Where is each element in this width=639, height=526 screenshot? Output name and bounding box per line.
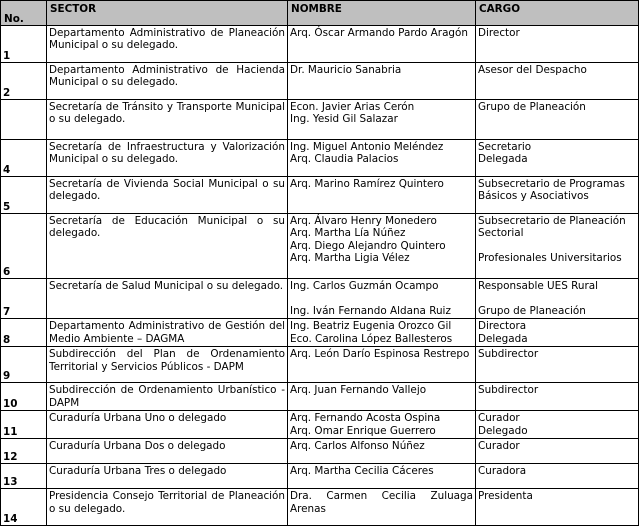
cell-line: Delegada: [478, 153, 528, 166]
cell-line: Director: [478, 27, 520, 39]
cell-line: Subdirector: [478, 384, 539, 397]
table-row: [1, 347, 639, 383]
cargo-cell: [476, 140, 639, 177]
cell-line: Curadora: [478, 465, 527, 478]
cargo-cell: [476, 411, 639, 439]
sector-cell: Secretaría de Educación Municipal o su delegado.: [47, 214, 288, 279]
table-row: [1, 464, 639, 489]
sector-cell: Curaduría Urbana Uno o delegado: [47, 411, 288, 439]
cell-line: Ing. Miguel Antonio Meléndez: [290, 141, 444, 153]
nombre-cell: [288, 279, 476, 319]
row-number: 11: [1, 411, 47, 439]
row-number: 13: [1, 464, 47, 489]
cell-line: Econ. Javier Arias Cerón: [290, 101, 415, 113]
cargo-cell: [476, 347, 639, 383]
row-number: 4: [1, 140, 47, 177]
cargo-cell: [476, 489, 639, 526]
cell-line: Subsecretario de Programas Básicos y Asociativos: [478, 178, 625, 203]
table-row: [1, 100, 639, 140]
cell-line: Curador: [478, 412, 520, 425]
cell-line: Arq. Juan Fernando Vallejo: [290, 384, 427, 397]
sector-cell: Departamento Administrativo de Planeación Municipal o su delegado.: [47, 26, 288, 63]
sector-cell: Secretaría de Tránsito y Transporte Municipal o su delegado.: [47, 100, 288, 140]
table-row: [1, 140, 639, 177]
cell-line: Dra. Carmen Cecilia Zuluaga Arenas: [290, 490, 473, 515]
row-number: 14: [1, 489, 47, 526]
row-number: 1: [1, 26, 47, 63]
cell-line: [478, 292, 636, 304]
sector-cell: Presidencia Consejo Territorial de Planeación o su delegado.: [47, 489, 288, 526]
cell-line: Grupo de Planeación: [478, 101, 586, 113]
cell-line: Arq. Martha Ligia Vélez: [290, 252, 410, 265]
sector-cell: Departamento Administrativo de Gestión del Medio Ambiente – DAGMA: [47, 319, 288, 347]
cargo-cell: [476, 319, 639, 347]
table-row: [1, 411, 639, 439]
header-nombre: NOMBRE: [288, 1, 476, 26]
table-row: [1, 26, 639, 63]
cell-line: Directora: [478, 320, 527, 333]
nombre-cell: [288, 26, 476, 63]
cargo-cell: [476, 100, 639, 140]
cell-line: Subdirector: [478, 348, 539, 361]
sector-cell: Secretaría de Vivienda Social Municipal o su delegado.: [47, 177, 288, 214]
sector-cell: Departamento Administrativo de Hacienda Municipal o su delegado.: [47, 63, 288, 100]
cell-line: Arq. Carlos Alfonso Núñez: [290, 440, 425, 453]
table-row: [1, 279, 639, 319]
cell-line: Dr. Mauricio Sanabria: [290, 64, 402, 76]
nombre-cell: [288, 489, 476, 526]
nombre-cell: [288, 177, 476, 214]
header-no: No.: [1, 1, 47, 26]
nombre-cell: [288, 100, 476, 140]
cell-line: Eco. Carolina López Ballesteros: [290, 332, 453, 345]
cell-line: Secretario: [478, 141, 532, 153]
cell-line: Subsecretario de Planeación Sectorial: [478, 215, 626, 240]
header-sector: SECTOR: [47, 1, 288, 26]
cell-line: Profesionales Universitarios: [478, 252, 622, 265]
row-number: 2: [1, 63, 47, 100]
row-number: 12: [1, 439, 47, 464]
cell-line: Ing. Beatriz Eugenia Orozco Gil: [290, 320, 452, 333]
cell-line: [478, 240, 636, 252]
sector-cell: Subdirección del Plan de Ordenamiento Territorial y Servicios Públicos - DAPM: [47, 347, 288, 383]
cell-line: Presidenta: [478, 490, 533, 503]
cell-line: Arq. Marino Ramírez Quintero: [290, 178, 444, 190]
cell-line: Arq. Álvaro Henry Monedero: [290, 215, 437, 227]
cargo-cell: [476, 464, 639, 489]
cell-line: Arq. Claudia Palacios: [290, 153, 399, 166]
nombre-cell: [288, 214, 476, 279]
cell-line: Asesor del Despacho: [478, 64, 587, 76]
row-number: 8: [1, 319, 47, 347]
sector-cell: Curaduría Urbana Dos o delegado: [47, 439, 288, 464]
cell-line: Arq. Fernando Acosta Ospina: [290, 412, 441, 425]
sector-cell: Secretaría de Salud Municipal o su delegado.: [47, 279, 288, 319]
table-row: [1, 383, 639, 411]
nombre-cell: [288, 347, 476, 383]
sector-cell: Secretaría de Infraestructura y Valorización Municipal o su delegado.: [47, 140, 288, 177]
cargo-cell: [476, 177, 639, 214]
nombre-cell: [288, 411, 476, 439]
cell-line: Arq. Omar Enrique Guerrero: [290, 424, 436, 437]
cell-line: Ing. Iván Fernando Aldana Ruiz: [290, 304, 451, 317]
sector-cell: Curaduría Urbana Tres o delegado: [47, 464, 288, 489]
cell-line: Arq. Diego Alejandro Quintero: [290, 239, 446, 252]
cell-line: Curador: [478, 440, 520, 453]
sector-cell: Subdirección de Ordenamiento Urbanístico - DAPM: [47, 383, 288, 411]
header-row: [1, 1, 639, 26]
cell-line: Responsable UES Rural: [478, 280, 598, 292]
nombre-cell: [288, 63, 476, 100]
cell-line: Delegada: [478, 332, 528, 345]
table-row: [1, 439, 639, 464]
nombre-cell: [288, 383, 476, 411]
cell-line: Delegado: [478, 424, 528, 437]
cargo-cell: [476, 279, 639, 319]
row-number: 6: [1, 214, 47, 279]
cell-line: Grupo de Planeación: [478, 304, 586, 317]
cargo-cell: [476, 214, 639, 279]
table-row: [1, 63, 639, 100]
table-row: [1, 177, 639, 214]
header-cargo: CARGO: [476, 1, 639, 26]
row-number: 5: [1, 177, 47, 214]
nombre-cell: [288, 439, 476, 464]
row-number: 7: [1, 279, 47, 319]
cargo-cell: [476, 26, 639, 63]
cargo-cell: [476, 383, 639, 411]
cell-line: Ing. Carlos Guzmán Ocampo: [290, 280, 439, 292]
nombre-cell: [288, 140, 476, 177]
table-row: [1, 214, 639, 279]
cargo-cell: [476, 439, 639, 464]
cell-line: Ing. Yesid Gil Salazar: [290, 113, 398, 126]
cell-line: Arq. Martha Lía Núñez: [290, 227, 406, 240]
nombre-cell: [288, 464, 476, 489]
cell-line: [290, 292, 473, 304]
cell-line: Arq. Óscar Armando Pardo Aragón: [290, 27, 468, 39]
cargo-cell: [476, 63, 639, 100]
nombre-cell: [288, 319, 476, 347]
row-number: 10: [1, 383, 47, 411]
table-row: [1, 319, 639, 347]
row-number: [1, 100, 47, 140]
table-row: [1, 489, 639, 526]
row-number: 9: [1, 347, 47, 383]
cell-line: Arq. León Darío Espinosa Restrepo: [290, 348, 470, 361]
cell-line: Arq. Martha Cecilia Cáceres: [290, 465, 434, 478]
